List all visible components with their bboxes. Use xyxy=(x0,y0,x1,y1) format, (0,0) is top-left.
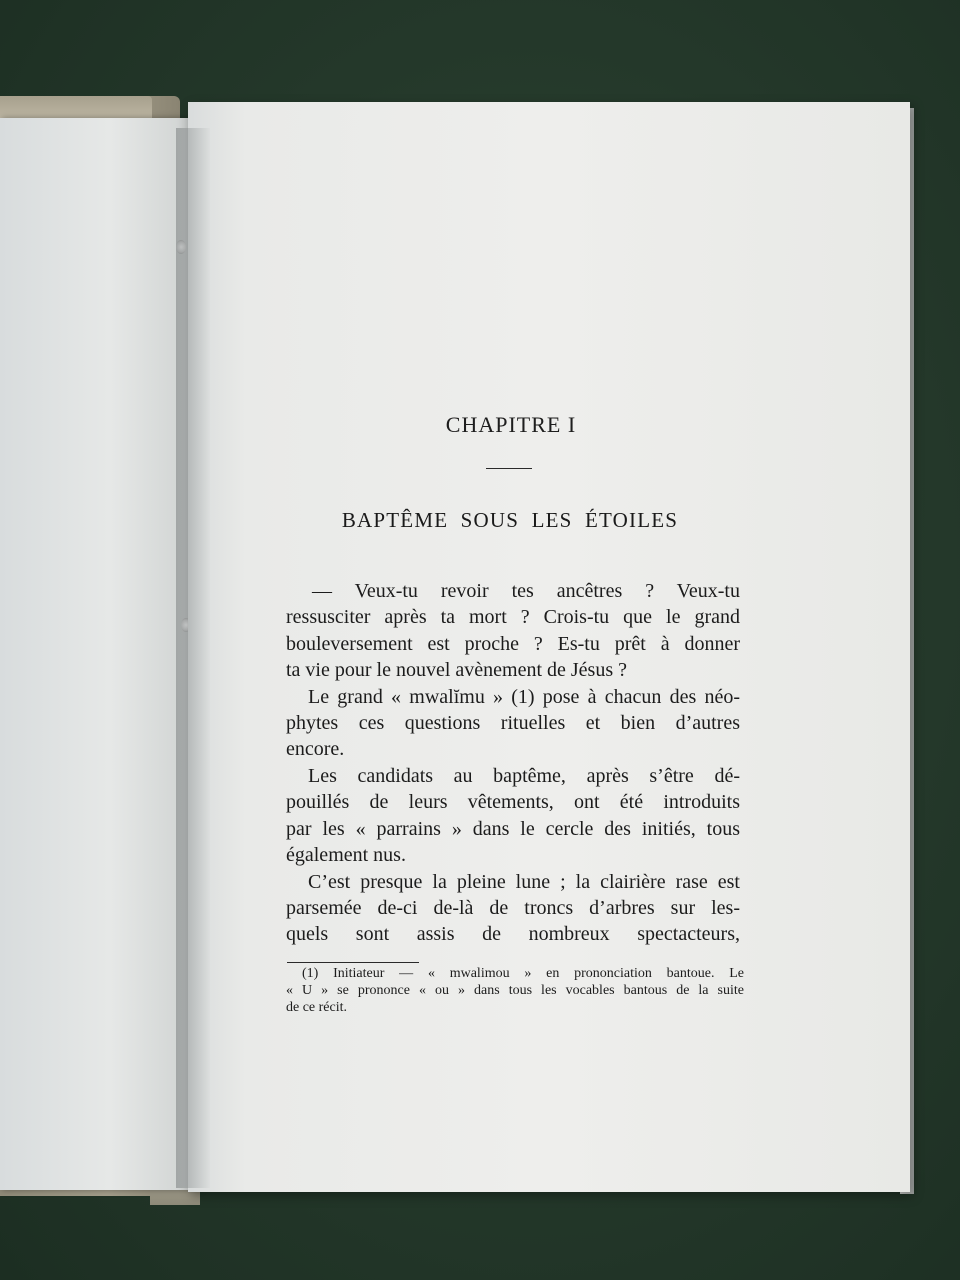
chapter-title: BAPTÊME SOUS LES ÉTOILES xyxy=(341,508,679,532)
body-line: encore. xyxy=(286,738,345,760)
body-line: phytes ces questions rituelles et bien d’autres xyxy=(286,712,740,734)
body-line: — Veux-tu revoir tes ancêtres ? Veux-tu xyxy=(312,580,740,602)
body-line: quels sont assis de nombreux spectacteurs, xyxy=(286,923,740,945)
body-line: par les « parrains » dans le cercle des initiés, tous xyxy=(286,818,740,840)
footnote-line: (1) Initiateur — « mwalimou » en prononciation bantoue. Le xyxy=(302,966,744,981)
chapter-label: CHAPITRE I xyxy=(445,412,577,437)
chapter-rule xyxy=(486,468,532,469)
body-line: également nus. xyxy=(286,844,406,866)
body-line: ressusciter après ta mort ? Crois-tu que le grand xyxy=(286,606,740,628)
body-line: ta vie pour le nouvel avènement de Jésus ? xyxy=(286,659,627,681)
body-line: pouillés de leurs vêtements, ont été introduits xyxy=(286,791,740,813)
body-line: parsemée de-ci de-là de troncs d’arbres sur les- xyxy=(286,897,740,919)
footnote-line: de ce récit. xyxy=(286,1000,348,1015)
footnote-line: « U » se prononce « ou » dans tous les vocables bantous de la suite xyxy=(286,983,744,998)
footnote-rule xyxy=(287,962,419,963)
body-line: bouleversement est proche ? Es-tu prêt à donner xyxy=(286,633,740,655)
body-line: Les candidats au baptême, après s’être dé- xyxy=(308,765,740,787)
body-line: C’est presque la pleine lune ; la clairière rase est xyxy=(308,871,740,893)
body-line: Le grand « mwalĭmu » (1) pose à chacun des néo- xyxy=(308,686,740,708)
